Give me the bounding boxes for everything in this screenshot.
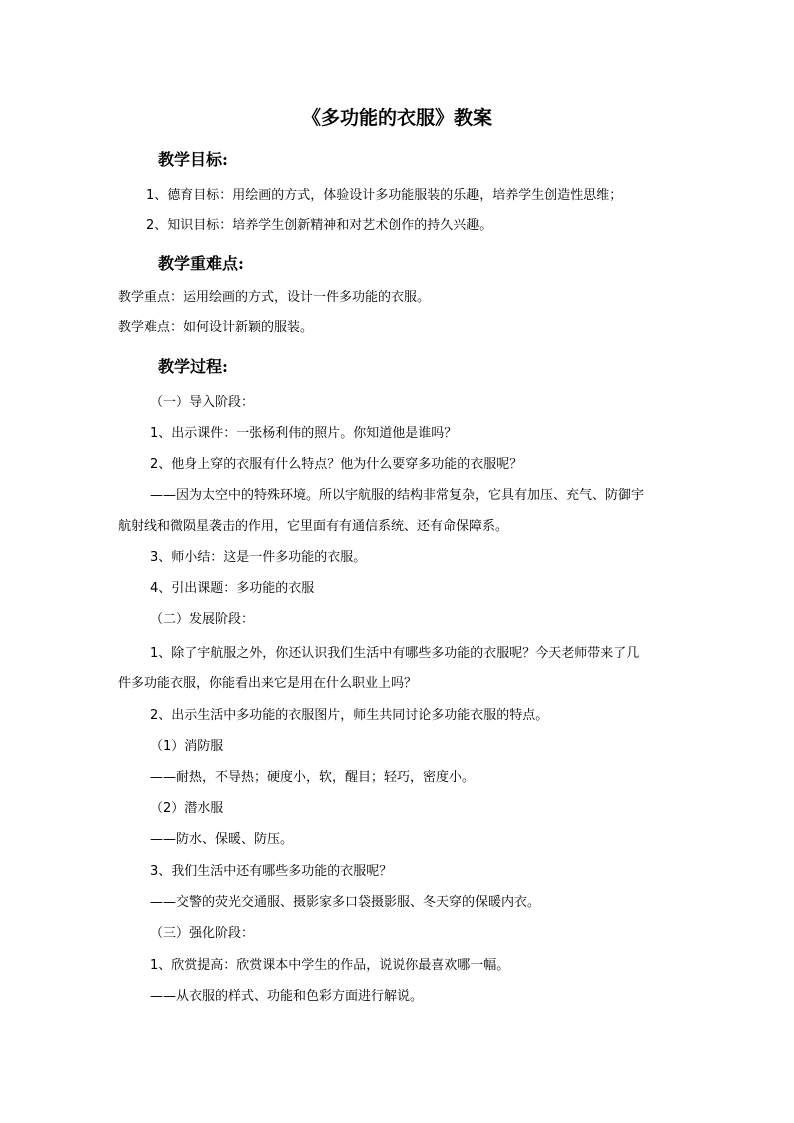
objective-item-2: 2、知识目标：培养学生创新精神和对艺术创作的持久兴趣。	[146, 218, 493, 233]
process-line: （2）潜水服	[150, 801, 224, 816]
process-line: ——交警的荧光交通服、摄影家多口袋摄影服、冬天穿的保暖内衣。	[150, 895, 541, 910]
process-line: 4、引出课题：多功能的衣服	[150, 581, 315, 596]
process-line: （一）导入阶段：	[150, 395, 255, 410]
process-line: 航射线和微陨星袭击的作用，它里面有有通信系统、还有命保障系。	[118, 519, 509, 534]
process-line: 件多功能衣服，你能看出来它是用在什么职业上吗？	[118, 676, 418, 691]
process-line: 2、出示生活中多功能的衣服图片，师生共同讨论多功能衣服的特点。	[150, 708, 549, 723]
process-line: ——从衣服的样式、功能和色彩方面进行解说。	[150, 989, 424, 1004]
process-line: （1）消防服	[150, 739, 224, 754]
process-line: 1、欣赏提高：欣赏课本中学生的作品，说说你最喜欢哪一幅。	[150, 958, 510, 973]
process-line: （三）强化阶段：	[150, 926, 255, 941]
section-heading-process: 教学过程:	[158, 357, 228, 376]
process-line: ——耐热，不导热；硬度小，软，醒目；轻巧，密度小。	[150, 770, 476, 785]
process-line: 2、他身上穿的衣服有什么特点？他为什么要穿多功能的衣服呢？	[150, 457, 523, 472]
page-title: 《多功能的衣服》教案	[301, 107, 492, 129]
process-line: 1、出示课件：一张杨利伟的照片。你知道他是谁吗？	[150, 426, 458, 441]
key-point-item-1: 教学重点：运用绘画的方式，设计一件多功能的衣服。	[118, 290, 431, 305]
process-line: （二）发展阶段：	[150, 612, 255, 627]
section-heading-objectives: 教学目标:	[158, 150, 228, 169]
process-line: 1、除了宇航服之外，你还认识我们生活中有哪些多功能的衣服呢？今天老师带来了几	[150, 646, 640, 661]
process-line: ——因为太空中的特殊环境。所以宇航服的结构非常复杂，它具有加压、充气、防御宇	[150, 488, 645, 503]
process-line: 3、师小结：这是一件多功能的衣服。	[150, 550, 367, 565]
objective-item-1: 1、德育目标：用绘画的方式，体验设计多功能服装的乐趣，培养学生创造性思维；	[146, 188, 623, 203]
section-heading-key-points: 教学重难点:	[158, 254, 244, 273]
process-line: ——防水、保暖、防压。	[150, 832, 294, 847]
key-point-item-2: 教学难点：如何设计新颖的服装。	[118, 320, 314, 335]
process-line: 3、我们生活中还有哪些多功能的衣服呢？	[150, 864, 393, 879]
